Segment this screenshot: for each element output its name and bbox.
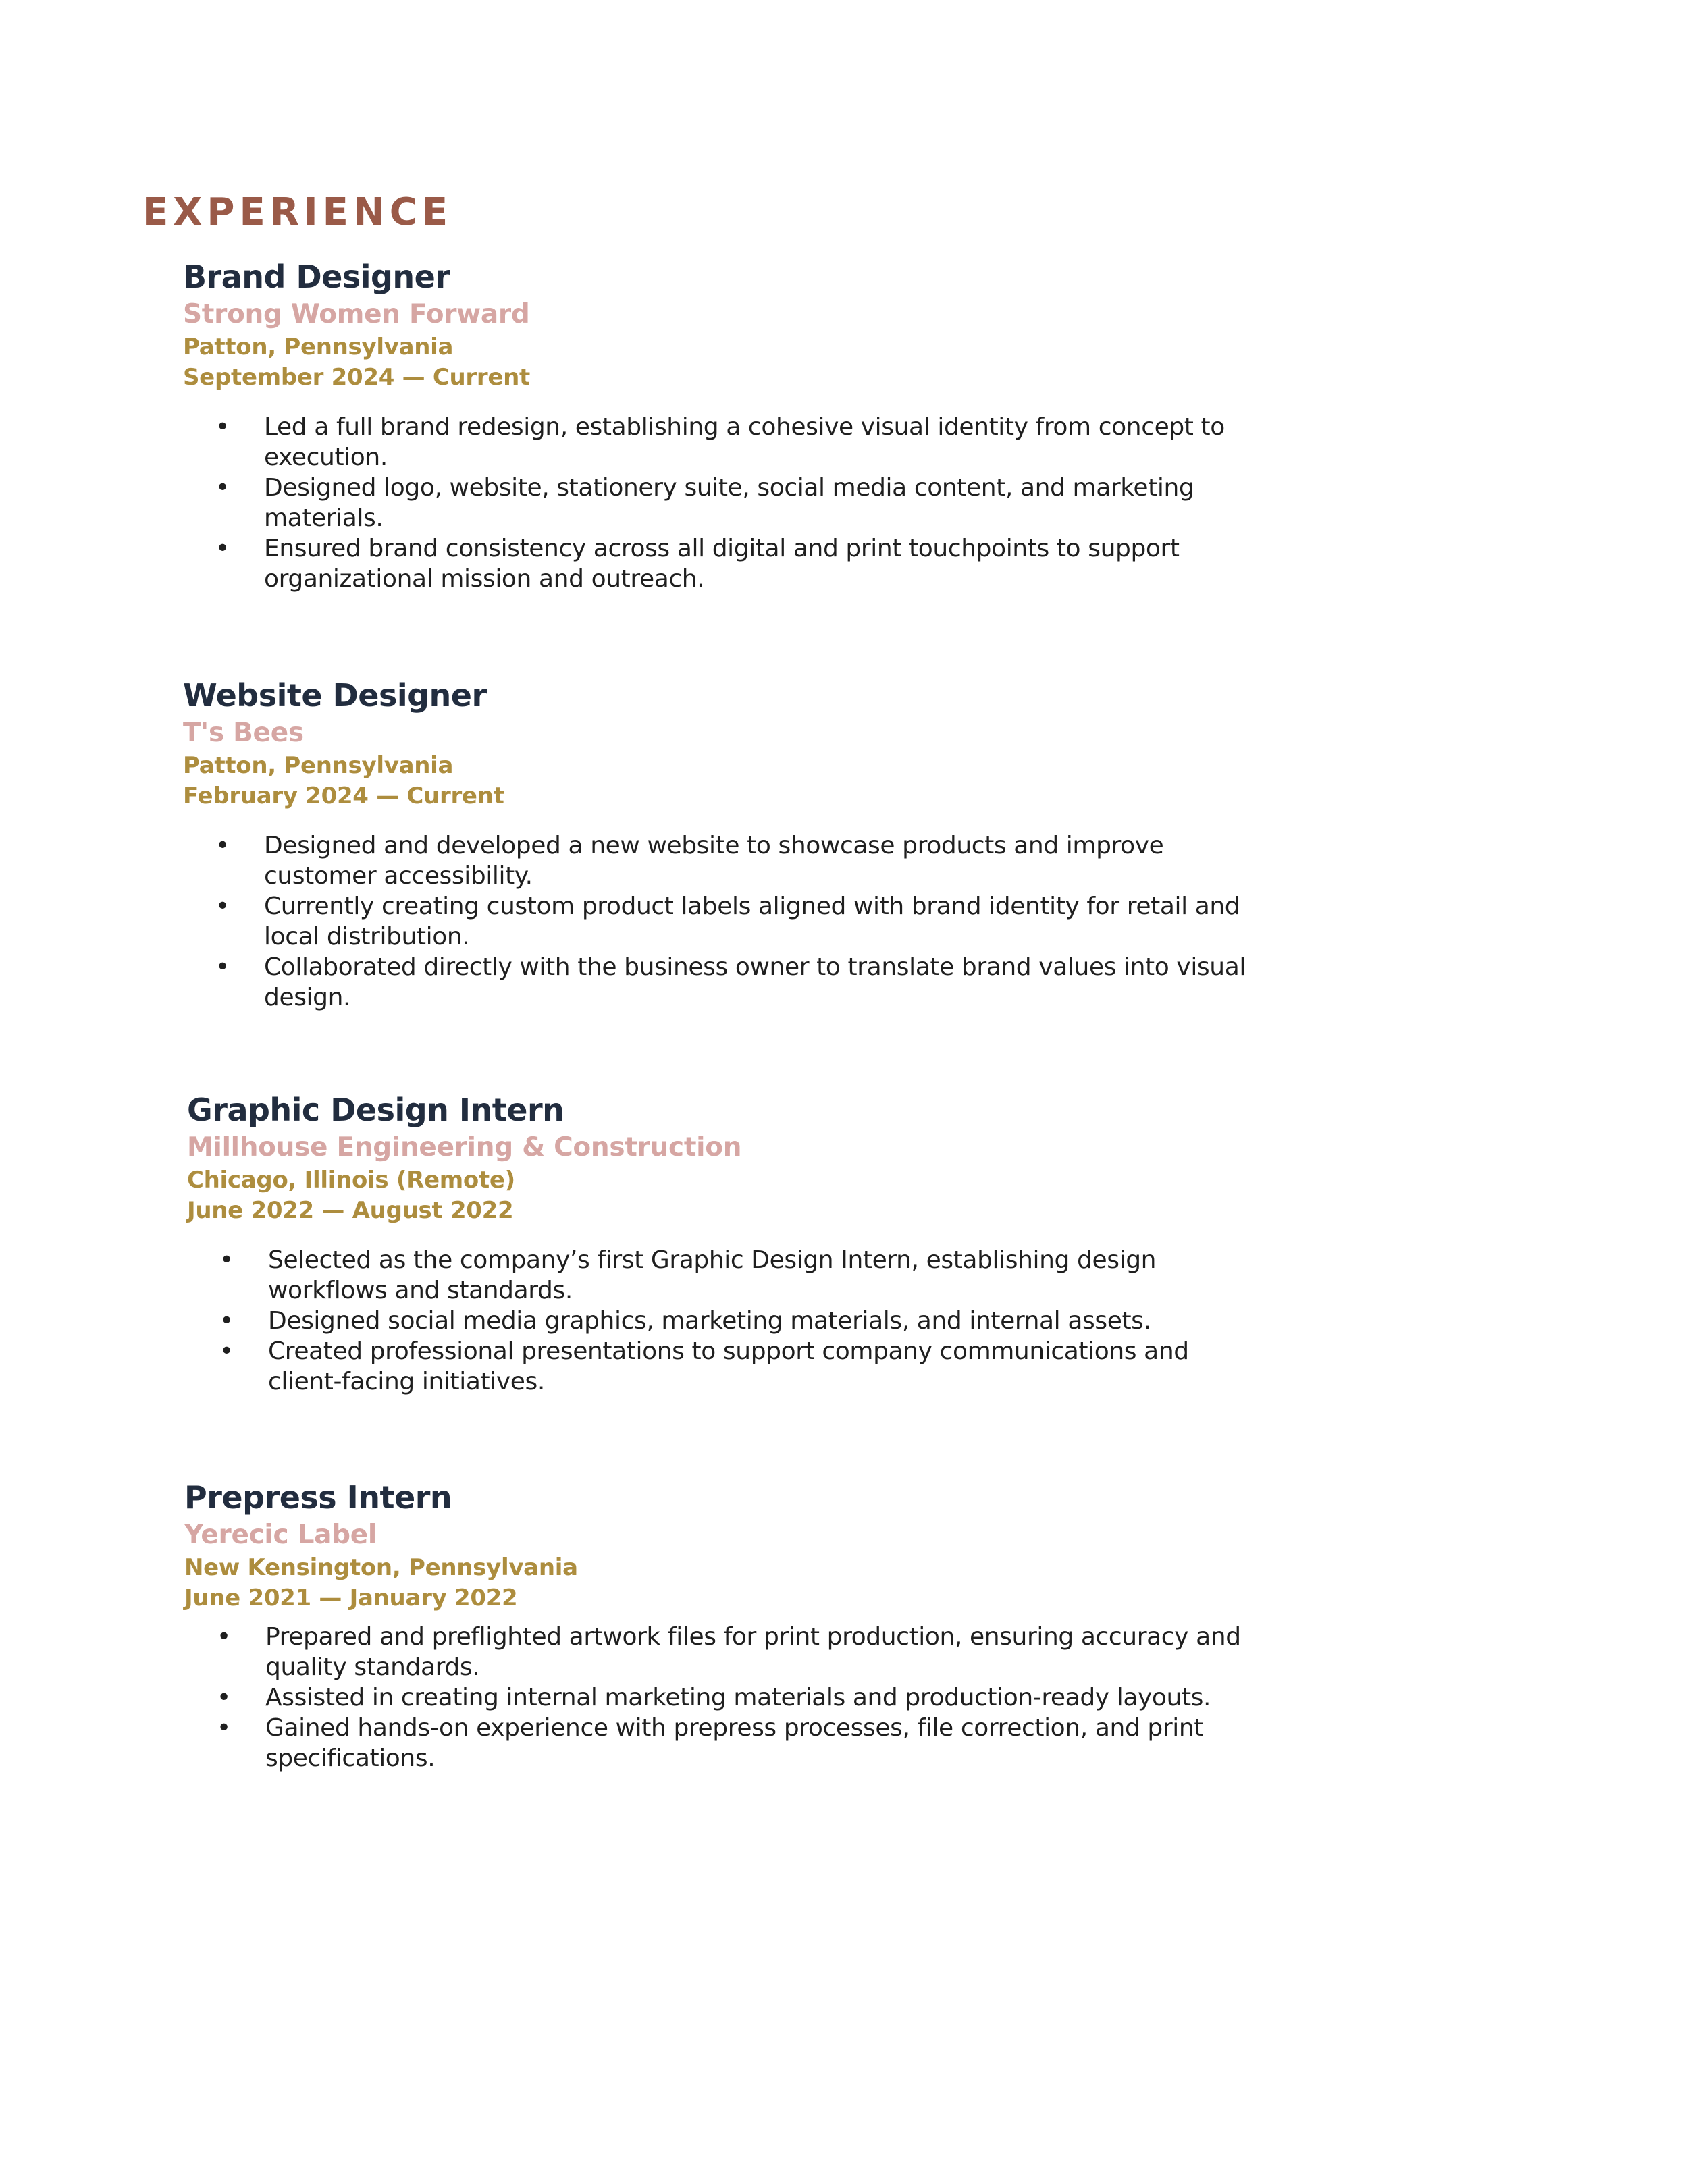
bullet-icon: • bbox=[219, 1246, 234, 1274]
responsibility-item: • Designed logo, website, stationery suite, social media content, and marketing materials. bbox=[215, 474, 1194, 532]
section-title: EXPERIENCE bbox=[142, 190, 453, 234]
responsibility-list bbox=[187, 1245, 1301, 1397]
job-entry-graphic-design-intern bbox=[187, 1090, 1301, 1397]
job-location: Patton, Pennsylvania bbox=[183, 334, 454, 361]
responsibility-item: • Collaborated directly with the business owner to translate brand values into visual design. bbox=[215, 953, 1246, 1011]
job-dates: September 2024 — Current bbox=[183, 364, 530, 391]
bullet-icon: • bbox=[217, 1623, 231, 1651]
company-name: T's Bees bbox=[183, 718, 304, 748]
bullet-icon: • bbox=[217, 1714, 231, 1742]
job-dates: June 2021 — January 2022 bbox=[184, 1584, 518, 1612]
responsibility-item: • Created professional presentations to support company communications and client-facing initiatives. bbox=[219, 1337, 1189, 1395]
bullet-icon: • bbox=[215, 953, 230, 981]
responsibility-item: • Designed social media graphics, marketing materials, and internal assets. bbox=[219, 1307, 1151, 1335]
job-title: Website Designer bbox=[183, 677, 487, 714]
responsibility-item: • Assisted in creating internal marketing materials and production-ready layouts. bbox=[217, 1684, 1211, 1711]
job-entry-prepress-intern bbox=[184, 1477, 1298, 1774]
responsibility-item: • Prepared and preflighted artwork files for print production, ensuring accuracy and quality standards. bbox=[217, 1623, 1241, 1681]
job-title: Graphic Design Intern bbox=[187, 1092, 564, 1128]
company-name: Strong Women Forward bbox=[183, 299, 530, 329]
responsibility-item: • Designed and developed a new website to showcase products and improve customer accessibility. bbox=[215, 832, 1164, 890]
job-entry-brand-designer bbox=[183, 257, 1297, 594]
bullet-icon: • bbox=[219, 1337, 234, 1365]
job-location: Patton, Pennsylvania bbox=[183, 752, 454, 779]
responsibility-list bbox=[183, 412, 1297, 594]
bullet-icon: • bbox=[219, 1307, 234, 1335]
responsibility-item: • Ensured brand consistency across all digital and print touchpoints to support organizational mission and outreach. bbox=[215, 535, 1180, 593]
bullet-icon: • bbox=[215, 474, 230, 502]
job-dates: February 2024 — Current bbox=[183, 782, 504, 809]
responsibility-item: • Gained hands-on experience with prepress processes, file correction, and print specifications. bbox=[217, 1714, 1203, 1772]
job-location: New Kensington, Pennsylvania bbox=[184, 1554, 578, 1581]
responsibility-list bbox=[183, 830, 1297, 1013]
job-entry-website-designer bbox=[183, 675, 1297, 1013]
bullet-icon: • bbox=[215, 832, 230, 859]
responsibility-item: • Selected as the company’s first Graphic Design Intern, establishing design workflows and standards. bbox=[219, 1246, 1157, 1304]
bullet-icon: • bbox=[215, 893, 230, 920]
bullet-icon: • bbox=[217, 1684, 231, 1711]
bullet-icon: • bbox=[215, 413, 230, 441]
responsibility-list bbox=[184, 1622, 1298, 1774]
responsibility-item: • Led a full brand redesign, establishing a cohesive visual identity from concept to execution. bbox=[215, 413, 1225, 471]
job-location: Chicago, Illinois (Remote) bbox=[187, 1167, 515, 1194]
company-name: Yerecic Label bbox=[184, 1520, 377, 1550]
job-dates: June 2022 — August 2022 bbox=[187, 1197, 514, 1224]
bullet-icon: • bbox=[215, 535, 230, 562]
company-name: Millhouse Engineering & Construction bbox=[187, 1132, 742, 1163]
job-title: Prepress Intern bbox=[184, 1479, 452, 1516]
job-title: Brand Designer bbox=[183, 259, 450, 295]
responsibility-item: • Currently creating custom product labels aligned with brand identity for retail and local distribution. bbox=[215, 893, 1240, 951]
